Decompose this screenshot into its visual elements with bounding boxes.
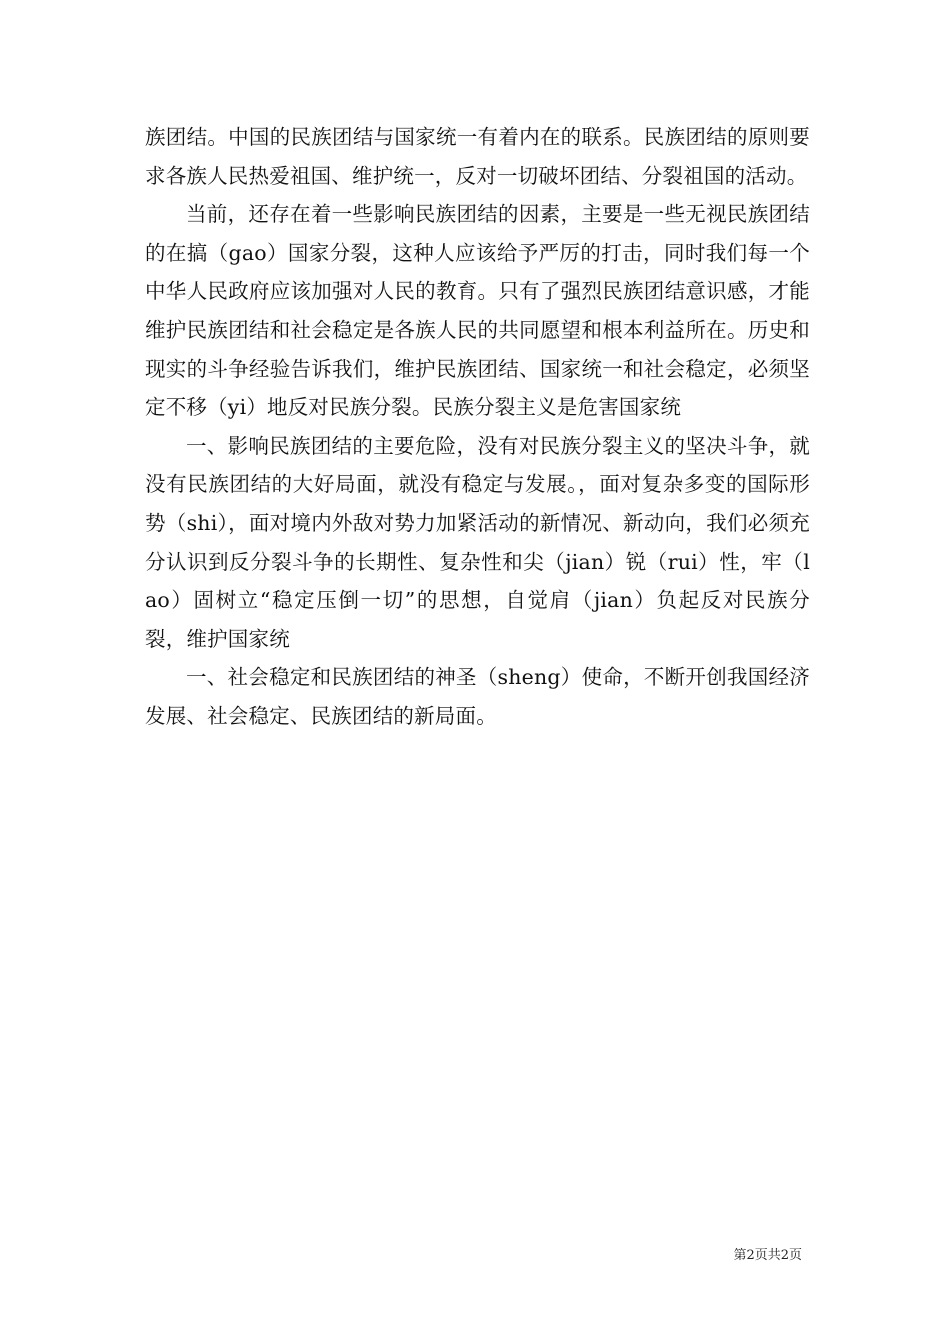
paragraph-3: 一、影响民族团结的主要危险，没有对民族分裂主义的坚决斗争，就没有民族团结的大好局面，就没有稳定与发展。，面对复杂多变的国际形势（shi），面对境内外敌对势力加紧活动的新情况、新动向，我们必须充分认识到反分裂斗争的长期性、复杂性和尖（jian）锐（rui）性，牢（lao）固树立“稳定压倒一切”的思想，自觉肩（jian）负起反对民族分裂，维护国家统 bbox=[145, 433, 810, 651]
document-body bbox=[145, 118, 810, 736]
page-number: 第2页共2页 bbox=[733, 1248, 802, 1263]
paragraph-1: 族团结。中国的民族团结与国家统一有着内在的联系。民族团结的原则要求各族人民热爱祖国、维护统一，反对一切破坏团结、分裂祖国的活动。 bbox=[145, 125, 810, 188]
paragraph-4: 一、社会稳定和民族团结的神圣（sheng）使命，不断开创我国经济发展、社会稳定、民族团结的新局面。 bbox=[145, 665, 810, 728]
paragraph-2: 当前，还存在着一些影响民族团结的因素，主要是一些无视民族团结的在搞（gao）国家分裂，这种人应该给予严厉的打击，同时我们每一个中华人民政府应该加强对人民的教育。只有了强烈民族团结意识感，才能维护民族团结和社会稳定是各族人民的共同愿望和根本利益所在。历史和现实的斗争经验告诉我们，维护民族团结、国家统一和社会稳定，必须坚定不移（yi）地反对民族分裂。民族分裂主义是危害国家统 bbox=[145, 202, 810, 420]
